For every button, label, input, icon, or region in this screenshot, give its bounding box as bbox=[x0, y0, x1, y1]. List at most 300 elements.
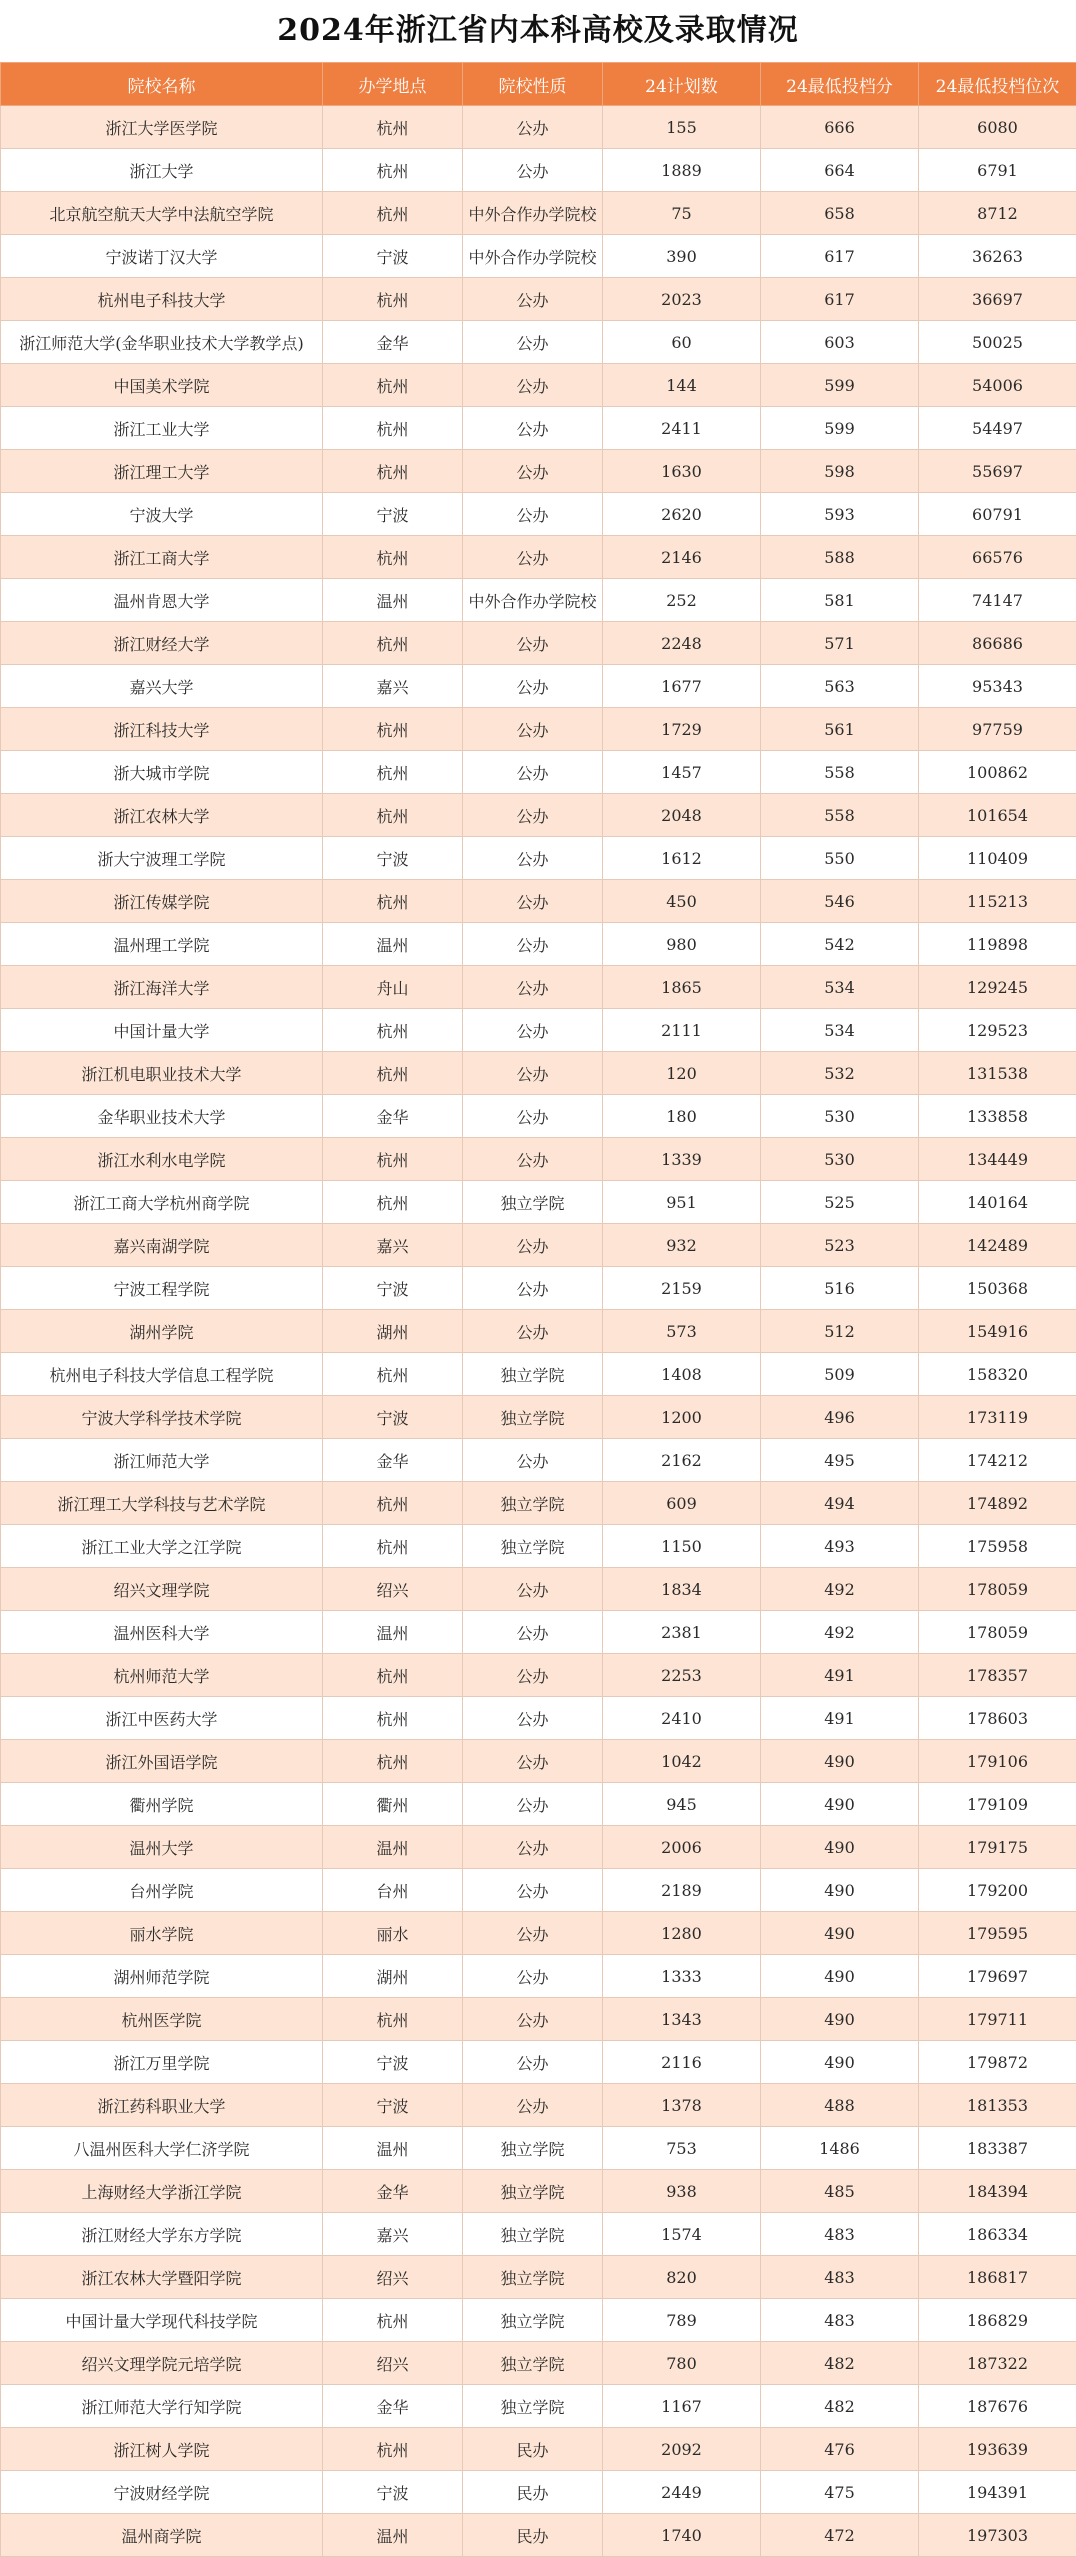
table-row bbox=[1, 751, 1076, 794]
cell-plan-count: 2116 bbox=[603, 2041, 761, 2084]
cell-plan-count: 2111 bbox=[603, 1009, 761, 1052]
cell-plan-count: 450 bbox=[603, 880, 761, 923]
cell-school-type: 公办 bbox=[463, 622, 603, 665]
cell-min-rank: 197303 bbox=[919, 2514, 1076, 2557]
cell-location: 嘉兴 bbox=[323, 1224, 463, 1267]
cell-school-type: 公办 bbox=[463, 1568, 603, 1611]
cell-school-name: 宁波大学 bbox=[1, 493, 323, 536]
cell-min-score: 558 bbox=[761, 794, 919, 837]
cell-school-name: 浙大宁波理工学院 bbox=[1, 837, 323, 880]
cell-school-name: 杭州师范大学 bbox=[1, 1654, 323, 1697]
cell-location: 杭州 bbox=[323, 407, 463, 450]
cell-location: 宁波 bbox=[323, 2041, 463, 2084]
cell-min-rank: 86686 bbox=[919, 622, 1076, 665]
cell-min-score: 534 bbox=[761, 1009, 919, 1052]
cell-plan-count: 1574 bbox=[603, 2213, 761, 2256]
cell-school-name: 浙江农林大学 bbox=[1, 794, 323, 837]
cell-school-type: 公办 bbox=[463, 1439, 603, 1482]
cell-plan-count: 75 bbox=[603, 192, 761, 235]
table-row bbox=[1, 1396, 1076, 1439]
cell-school-name: 中国计量大学现代科技学院 bbox=[1, 2299, 323, 2342]
cell-min-score: 490 bbox=[761, 1998, 919, 2041]
cell-school-name: 八温州医科大学仁济学院 bbox=[1, 2127, 323, 2170]
cell-school-type: 民办 bbox=[463, 2514, 603, 2557]
cell-school-type: 公办 bbox=[463, 665, 603, 708]
cell-min-rank: 60791 bbox=[919, 493, 1076, 536]
cell-min-score: 485 bbox=[761, 2170, 919, 2213]
cell-location: 宁波 bbox=[323, 2084, 463, 2127]
cell-min-score: 476 bbox=[761, 2428, 919, 2471]
cell-location: 绍兴 bbox=[323, 2256, 463, 2299]
cell-school-type: 独立学院 bbox=[463, 2342, 603, 2385]
cell-min-rank: 8712 bbox=[919, 192, 1076, 235]
cell-min-rank: 55697 bbox=[919, 450, 1076, 493]
cell-plan-count: 2146 bbox=[603, 536, 761, 579]
cell-min-score: 599 bbox=[761, 364, 919, 407]
cell-plan-count: 1343 bbox=[603, 1998, 761, 2041]
cell-location: 杭州 bbox=[323, 1482, 463, 1525]
cell-school-type: 公办 bbox=[463, 1224, 603, 1267]
cell-plan-count: 2023 bbox=[603, 278, 761, 321]
cell-school-name: 浙江水利水电学院 bbox=[1, 1138, 323, 1181]
table-row bbox=[1, 192, 1076, 235]
cell-school-type: 公办 bbox=[463, 751, 603, 794]
cell-min-rank: 187676 bbox=[919, 2385, 1076, 2428]
cell-min-rank: 119898 bbox=[919, 923, 1076, 966]
cell-location: 温州 bbox=[323, 579, 463, 622]
cell-location: 杭州 bbox=[323, 1181, 463, 1224]
cell-min-rank: 186334 bbox=[919, 2213, 1076, 2256]
cell-min-rank: 178059 bbox=[919, 1611, 1076, 1654]
cell-min-rank: 179697 bbox=[919, 1955, 1076, 1998]
cell-location: 杭州 bbox=[323, 1525, 463, 1568]
cell-school-type: 独立学院 bbox=[463, 2299, 603, 2342]
cell-plan-count: 932 bbox=[603, 1224, 761, 1267]
table-row bbox=[1, 1740, 1076, 1783]
table-row bbox=[1, 1869, 1076, 1912]
cell-school-type: 民办 bbox=[463, 2471, 603, 2514]
table-body bbox=[1, 106, 1076, 2557]
cell-location: 金华 bbox=[323, 2170, 463, 2213]
cell-school-type: 公办 bbox=[463, 1912, 603, 1955]
cell-min-score: 532 bbox=[761, 1052, 919, 1095]
cell-location: 杭州 bbox=[323, 2428, 463, 2471]
table-row bbox=[1, 1439, 1076, 1482]
cell-plan-count: 789 bbox=[603, 2299, 761, 2342]
cell-plan-count: 1150 bbox=[603, 1525, 761, 1568]
cell-min-rank: 178603 bbox=[919, 1697, 1076, 1740]
cell-min-score: 490 bbox=[761, 1955, 919, 1998]
table-row bbox=[1, 1783, 1076, 1826]
cell-school-type: 独立学院 bbox=[463, 2127, 603, 2170]
cell-min-score: 617 bbox=[761, 235, 919, 278]
cell-min-rank: 175958 bbox=[919, 1525, 1076, 1568]
cell-school-name: 金华职业技术大学 bbox=[1, 1095, 323, 1138]
table-row bbox=[1, 1998, 1076, 2041]
cell-min-rank: 54006 bbox=[919, 364, 1076, 407]
cell-plan-count: 2159 bbox=[603, 1267, 761, 1310]
cell-min-rank: 179109 bbox=[919, 1783, 1076, 1826]
cell-school-name: 嘉兴南湖学院 bbox=[1, 1224, 323, 1267]
cell-school-type: 独立学院 bbox=[463, 2256, 603, 2299]
cell-plan-count: 1865 bbox=[603, 966, 761, 1009]
cell-school-name: 浙江财经大学东方学院 bbox=[1, 2213, 323, 2256]
cell-location: 宁波 bbox=[323, 2471, 463, 2514]
cell-plan-count: 1677 bbox=[603, 665, 761, 708]
cell-min-rank: 193639 bbox=[919, 2428, 1076, 2471]
cell-min-score: 475 bbox=[761, 2471, 919, 2514]
cell-plan-count: 1200 bbox=[603, 1396, 761, 1439]
cell-location: 温州 bbox=[323, 2514, 463, 2557]
cell-school-name: 北京航空航天大学中法航空学院 bbox=[1, 192, 323, 235]
cell-plan-count: 2620 bbox=[603, 493, 761, 536]
cell-min-rank: 181353 bbox=[919, 2084, 1076, 2127]
cell-school-name: 浙江外国语学院 bbox=[1, 1740, 323, 1783]
table-row bbox=[1, 1009, 1076, 1052]
cell-min-rank: 194391 bbox=[919, 2471, 1076, 2514]
table-row bbox=[1, 2471, 1076, 2514]
cell-plan-count: 1378 bbox=[603, 2084, 761, 2127]
cell-school-name: 中国美术学院 bbox=[1, 364, 323, 407]
cell-school-name: 浙大城市学院 bbox=[1, 751, 323, 794]
cell-plan-count: 1889 bbox=[603, 149, 761, 192]
cell-min-rank: 110409 bbox=[919, 837, 1076, 880]
cell-min-rank: 54497 bbox=[919, 407, 1076, 450]
cell-school-type: 公办 bbox=[463, 966, 603, 1009]
table-row bbox=[1, 1697, 1076, 1740]
cell-school-name: 嘉兴大学 bbox=[1, 665, 323, 708]
cell-min-score: 550 bbox=[761, 837, 919, 880]
cell-plan-count: 60 bbox=[603, 321, 761, 364]
table-row bbox=[1, 1353, 1076, 1396]
cell-school-name: 衢州学院 bbox=[1, 1783, 323, 1826]
cell-location: 宁波 bbox=[323, 1396, 463, 1439]
cell-min-score: 666 bbox=[761, 106, 919, 149]
table-row bbox=[1, 2256, 1076, 2299]
cell-plan-count: 1834 bbox=[603, 1568, 761, 1611]
table-row bbox=[1, 665, 1076, 708]
cell-min-rank: 100862 bbox=[919, 751, 1076, 794]
cell-school-type: 公办 bbox=[463, 106, 603, 149]
cell-school-name: 浙江大学医学院 bbox=[1, 106, 323, 149]
table-row bbox=[1, 2342, 1076, 2385]
cell-school-type: 公办 bbox=[463, 1267, 603, 1310]
cell-school-type: 公办 bbox=[463, 536, 603, 579]
cell-min-score: 483 bbox=[761, 2299, 919, 2342]
cell-location: 衢州 bbox=[323, 1783, 463, 1826]
cell-school-type: 公办 bbox=[463, 1998, 603, 2041]
header-row bbox=[1, 63, 1076, 106]
table-row bbox=[1, 235, 1076, 278]
table-row bbox=[1, 1826, 1076, 1869]
cell-location: 杭州 bbox=[323, 1009, 463, 1052]
cell-plan-count: 2411 bbox=[603, 407, 761, 450]
cell-min-rank: 50025 bbox=[919, 321, 1076, 364]
cell-min-score: 494 bbox=[761, 1482, 919, 1525]
cell-school-name: 浙江工业大学之江学院 bbox=[1, 1525, 323, 1568]
cell-school-name: 浙江科技大学 bbox=[1, 708, 323, 751]
cell-school-name: 温州大学 bbox=[1, 1826, 323, 1869]
cell-school-type: 中外合作办学院校 bbox=[463, 192, 603, 235]
cell-location: 绍兴 bbox=[323, 1568, 463, 1611]
cell-location: 金华 bbox=[323, 1095, 463, 1138]
cell-school-type: 独立学院 bbox=[463, 2385, 603, 2428]
cell-plan-count: 252 bbox=[603, 579, 761, 622]
table-row bbox=[1, 579, 1076, 622]
table-row bbox=[1, 407, 1076, 450]
column-header-min-score: 24最低投档分 bbox=[761, 63, 919, 106]
table-row bbox=[1, 1525, 1076, 1568]
cell-school-name: 宁波诺丁汉大学 bbox=[1, 235, 323, 278]
cell-location: 湖州 bbox=[323, 1310, 463, 1353]
cell-school-type: 公办 bbox=[463, 278, 603, 321]
cell-min-rank: 74147 bbox=[919, 579, 1076, 622]
cell-location: 杭州 bbox=[323, 192, 463, 235]
cell-min-rank: 133858 bbox=[919, 1095, 1076, 1138]
cell-location: 杭州 bbox=[323, 1998, 463, 2041]
cell-school-name: 中国计量大学 bbox=[1, 1009, 323, 1052]
cell-plan-count: 2253 bbox=[603, 1654, 761, 1697]
cell-school-name: 宁波大学科学技术学院 bbox=[1, 1396, 323, 1439]
cell-plan-count: 753 bbox=[603, 2127, 761, 2170]
cell-school-type: 公办 bbox=[463, 450, 603, 493]
cell-location: 嘉兴 bbox=[323, 665, 463, 708]
cell-min-rank: 183387 bbox=[919, 2127, 1076, 2170]
cell-plan-count: 2006 bbox=[603, 1826, 761, 1869]
cell-plan-count: 780 bbox=[603, 2342, 761, 2385]
cell-min-rank: 174892 bbox=[919, 1482, 1076, 1525]
cell-school-name: 绍兴文理学院元培学院 bbox=[1, 2342, 323, 2385]
cell-plan-count: 2449 bbox=[603, 2471, 761, 2514]
table-row bbox=[1, 2041, 1076, 2084]
cell-location: 丽水 bbox=[323, 1912, 463, 1955]
cell-location: 杭州 bbox=[323, 1697, 463, 1740]
cell-location: 杭州 bbox=[323, 1138, 463, 1181]
cell-school-type: 公办 bbox=[463, 2041, 603, 2084]
cell-school-type: 公办 bbox=[463, 149, 603, 192]
cell-school-type: 独立学院 bbox=[463, 1353, 603, 1396]
cell-school-type: 中外合作办学院校 bbox=[463, 579, 603, 622]
cell-min-rank: 186829 bbox=[919, 2299, 1076, 2342]
cell-school-name: 浙江农林大学暨阳学院 bbox=[1, 2256, 323, 2299]
cell-school-name: 浙江树人学院 bbox=[1, 2428, 323, 2471]
cell-min-rank: 179200 bbox=[919, 1869, 1076, 1912]
cell-location: 杭州 bbox=[323, 149, 463, 192]
cell-location: 杭州 bbox=[323, 364, 463, 407]
cell-min-rank: 95343 bbox=[919, 665, 1076, 708]
cell-min-score: 472 bbox=[761, 2514, 919, 2557]
table-header bbox=[1, 63, 1076, 106]
cell-plan-count: 144 bbox=[603, 364, 761, 407]
cell-min-rank: 140164 bbox=[919, 1181, 1076, 1224]
column-header-min-rank: 24最低投档位次 bbox=[919, 63, 1076, 106]
cell-location: 杭州 bbox=[323, 536, 463, 579]
cell-plan-count: 1408 bbox=[603, 1353, 761, 1396]
cell-min-rank: 178059 bbox=[919, 1568, 1076, 1611]
table-row bbox=[1, 1611, 1076, 1654]
cell-location: 杭州 bbox=[323, 1353, 463, 1396]
cell-school-name: 浙江大学 bbox=[1, 149, 323, 192]
cell-min-rank: 101654 bbox=[919, 794, 1076, 837]
cell-min-score: 509 bbox=[761, 1353, 919, 1396]
cell-school-name: 浙江师范大学行知学院 bbox=[1, 2385, 323, 2428]
table-row bbox=[1, 149, 1076, 192]
cell-min-score: 546 bbox=[761, 880, 919, 923]
cell-school-name: 温州理工学院 bbox=[1, 923, 323, 966]
cell-min-rank: 158320 bbox=[919, 1353, 1076, 1396]
cell-plan-count: 573 bbox=[603, 1310, 761, 1353]
cell-min-score: 581 bbox=[761, 579, 919, 622]
cell-plan-count: 938 bbox=[603, 2170, 761, 2213]
cell-min-score: 491 bbox=[761, 1697, 919, 1740]
cell-min-rank: 179175 bbox=[919, 1826, 1076, 1869]
cell-location: 绍兴 bbox=[323, 2342, 463, 2385]
cell-school-name: 浙江中医药大学 bbox=[1, 1697, 323, 1740]
table-row bbox=[1, 364, 1076, 407]
cell-min-score: 617 bbox=[761, 278, 919, 321]
cell-school-type: 公办 bbox=[463, 2084, 603, 2127]
table-row bbox=[1, 708, 1076, 751]
cell-min-rank: 129523 bbox=[919, 1009, 1076, 1052]
column-header-school-name: 院校名称 bbox=[1, 63, 323, 106]
cell-school-type: 公办 bbox=[463, 1654, 603, 1697]
cell-school-name: 浙江理工大学 bbox=[1, 450, 323, 493]
cell-min-rank: 131538 bbox=[919, 1052, 1076, 1095]
cell-min-score: 603 bbox=[761, 321, 919, 364]
table-row bbox=[1, 106, 1076, 149]
cell-min-score: 492 bbox=[761, 1568, 919, 1611]
cell-school-name: 浙江工商大学杭州商学院 bbox=[1, 1181, 323, 1224]
cell-plan-count: 1167 bbox=[603, 2385, 761, 2428]
cell-school-name: 浙江海洋大学 bbox=[1, 966, 323, 1009]
cell-min-score: 491 bbox=[761, 1654, 919, 1697]
table-row bbox=[1, 1181, 1076, 1224]
cell-school-name: 浙江师范大学(金华职业技术大学教学点) bbox=[1, 321, 323, 364]
cell-plan-count: 1630 bbox=[603, 450, 761, 493]
table-row bbox=[1, 2170, 1076, 2213]
cell-school-type: 公办 bbox=[463, 321, 603, 364]
table-row bbox=[1, 1568, 1076, 1611]
cell-min-rank: 6791 bbox=[919, 149, 1076, 192]
cell-min-rank: 184394 bbox=[919, 2170, 1076, 2213]
cell-school-name: 浙江传媒学院 bbox=[1, 880, 323, 923]
cell-school-name: 上海财经大学浙江学院 bbox=[1, 2170, 323, 2213]
cell-min-rank: 115213 bbox=[919, 880, 1076, 923]
cell-min-score: 588 bbox=[761, 536, 919, 579]
cell-location: 温州 bbox=[323, 1826, 463, 1869]
table-row bbox=[1, 1138, 1076, 1181]
table-row bbox=[1, 1095, 1076, 1138]
table-row bbox=[1, 536, 1076, 579]
cell-min-score: 658 bbox=[761, 192, 919, 235]
cell-school-type: 公办 bbox=[463, 1052, 603, 1095]
cell-location: 杭州 bbox=[323, 622, 463, 665]
cell-plan-count: 945 bbox=[603, 1783, 761, 1826]
cell-min-score: 490 bbox=[761, 1783, 919, 1826]
cell-min-score: 525 bbox=[761, 1181, 919, 1224]
cell-school-type: 独立学院 bbox=[463, 1396, 603, 1439]
cell-min-score: 530 bbox=[761, 1138, 919, 1181]
cell-min-score: 490 bbox=[761, 1869, 919, 1912]
cell-school-type: 公办 bbox=[463, 1697, 603, 1740]
cell-school-type: 公办 bbox=[463, 1310, 603, 1353]
cell-min-rank: 150368 bbox=[919, 1267, 1076, 1310]
cell-min-score: 482 bbox=[761, 2385, 919, 2428]
cell-plan-count: 1280 bbox=[603, 1912, 761, 1955]
cell-school-type: 公办 bbox=[463, 1783, 603, 1826]
cell-min-score: 483 bbox=[761, 2213, 919, 2256]
cell-school-name: 杭州医学院 bbox=[1, 1998, 323, 2041]
cell-plan-count: 1740 bbox=[603, 2514, 761, 2557]
cell-location: 金华 bbox=[323, 321, 463, 364]
cell-location: 金华 bbox=[323, 1439, 463, 1482]
cell-school-type: 公办 bbox=[463, 1740, 603, 1783]
cell-location: 嘉兴 bbox=[323, 2213, 463, 2256]
cell-min-score: 512 bbox=[761, 1310, 919, 1353]
cell-min-score: 530 bbox=[761, 1095, 919, 1138]
cell-school-name: 杭州电子科技大学信息工程学院 bbox=[1, 1353, 323, 1396]
cell-location: 温州 bbox=[323, 2127, 463, 2170]
cell-school-type: 公办 bbox=[463, 407, 603, 450]
cell-location: 杭州 bbox=[323, 2299, 463, 2342]
table-row bbox=[1, 794, 1076, 837]
table-row bbox=[1, 1052, 1076, 1095]
cell-location: 金华 bbox=[323, 2385, 463, 2428]
cell-school-name: 浙江师范大学 bbox=[1, 1439, 323, 1482]
cell-location: 杭州 bbox=[323, 751, 463, 794]
table-row bbox=[1, 1224, 1076, 1267]
cell-school-name: 浙江工商大学 bbox=[1, 536, 323, 579]
table-row bbox=[1, 2428, 1076, 2471]
cell-school-name: 台州学院 bbox=[1, 1869, 323, 1912]
cell-min-rank: 186817 bbox=[919, 2256, 1076, 2299]
table-row bbox=[1, 1310, 1076, 1353]
cell-location: 温州 bbox=[323, 923, 463, 966]
cell-plan-count: 980 bbox=[603, 923, 761, 966]
table-row bbox=[1, 1955, 1076, 1998]
cell-location: 宁波 bbox=[323, 1267, 463, 1310]
cell-plan-count: 1042 bbox=[603, 1740, 761, 1783]
cell-plan-count: 2410 bbox=[603, 1697, 761, 1740]
cell-min-score: 664 bbox=[761, 149, 919, 192]
cell-plan-count: 2048 bbox=[603, 794, 761, 837]
cell-plan-count: 155 bbox=[603, 106, 761, 149]
cell-school-type: 公办 bbox=[463, 837, 603, 880]
cell-school-type: 公办 bbox=[463, 1955, 603, 1998]
cell-location: 杭州 bbox=[323, 1052, 463, 1095]
table-row bbox=[1, 493, 1076, 536]
cell-school-type: 公办 bbox=[463, 708, 603, 751]
cell-school-type: 公办 bbox=[463, 923, 603, 966]
cell-min-score: 490 bbox=[761, 2041, 919, 2084]
column-header-plan-count: 24计划数 bbox=[603, 63, 761, 106]
cell-school-name: 浙江药科职业大学 bbox=[1, 2084, 323, 2127]
cell-school-name: 浙江万里学院 bbox=[1, 2041, 323, 2084]
cell-school-type: 公办 bbox=[463, 493, 603, 536]
table-row bbox=[1, 1267, 1076, 1310]
cell-plan-count: 1333 bbox=[603, 1955, 761, 1998]
cell-school-name: 温州医科大学 bbox=[1, 1611, 323, 1654]
cell-min-rank: 66576 bbox=[919, 536, 1076, 579]
admission-table bbox=[0, 62, 1076, 2557]
cell-min-score: 493 bbox=[761, 1525, 919, 1568]
cell-min-score: 516 bbox=[761, 1267, 919, 1310]
table-row bbox=[1, 923, 1076, 966]
cell-plan-count: 2092 bbox=[603, 2428, 761, 2471]
cell-min-score: 496 bbox=[761, 1396, 919, 1439]
cell-min-score: 483 bbox=[761, 2256, 919, 2299]
cell-school-type: 民办 bbox=[463, 2428, 603, 2471]
